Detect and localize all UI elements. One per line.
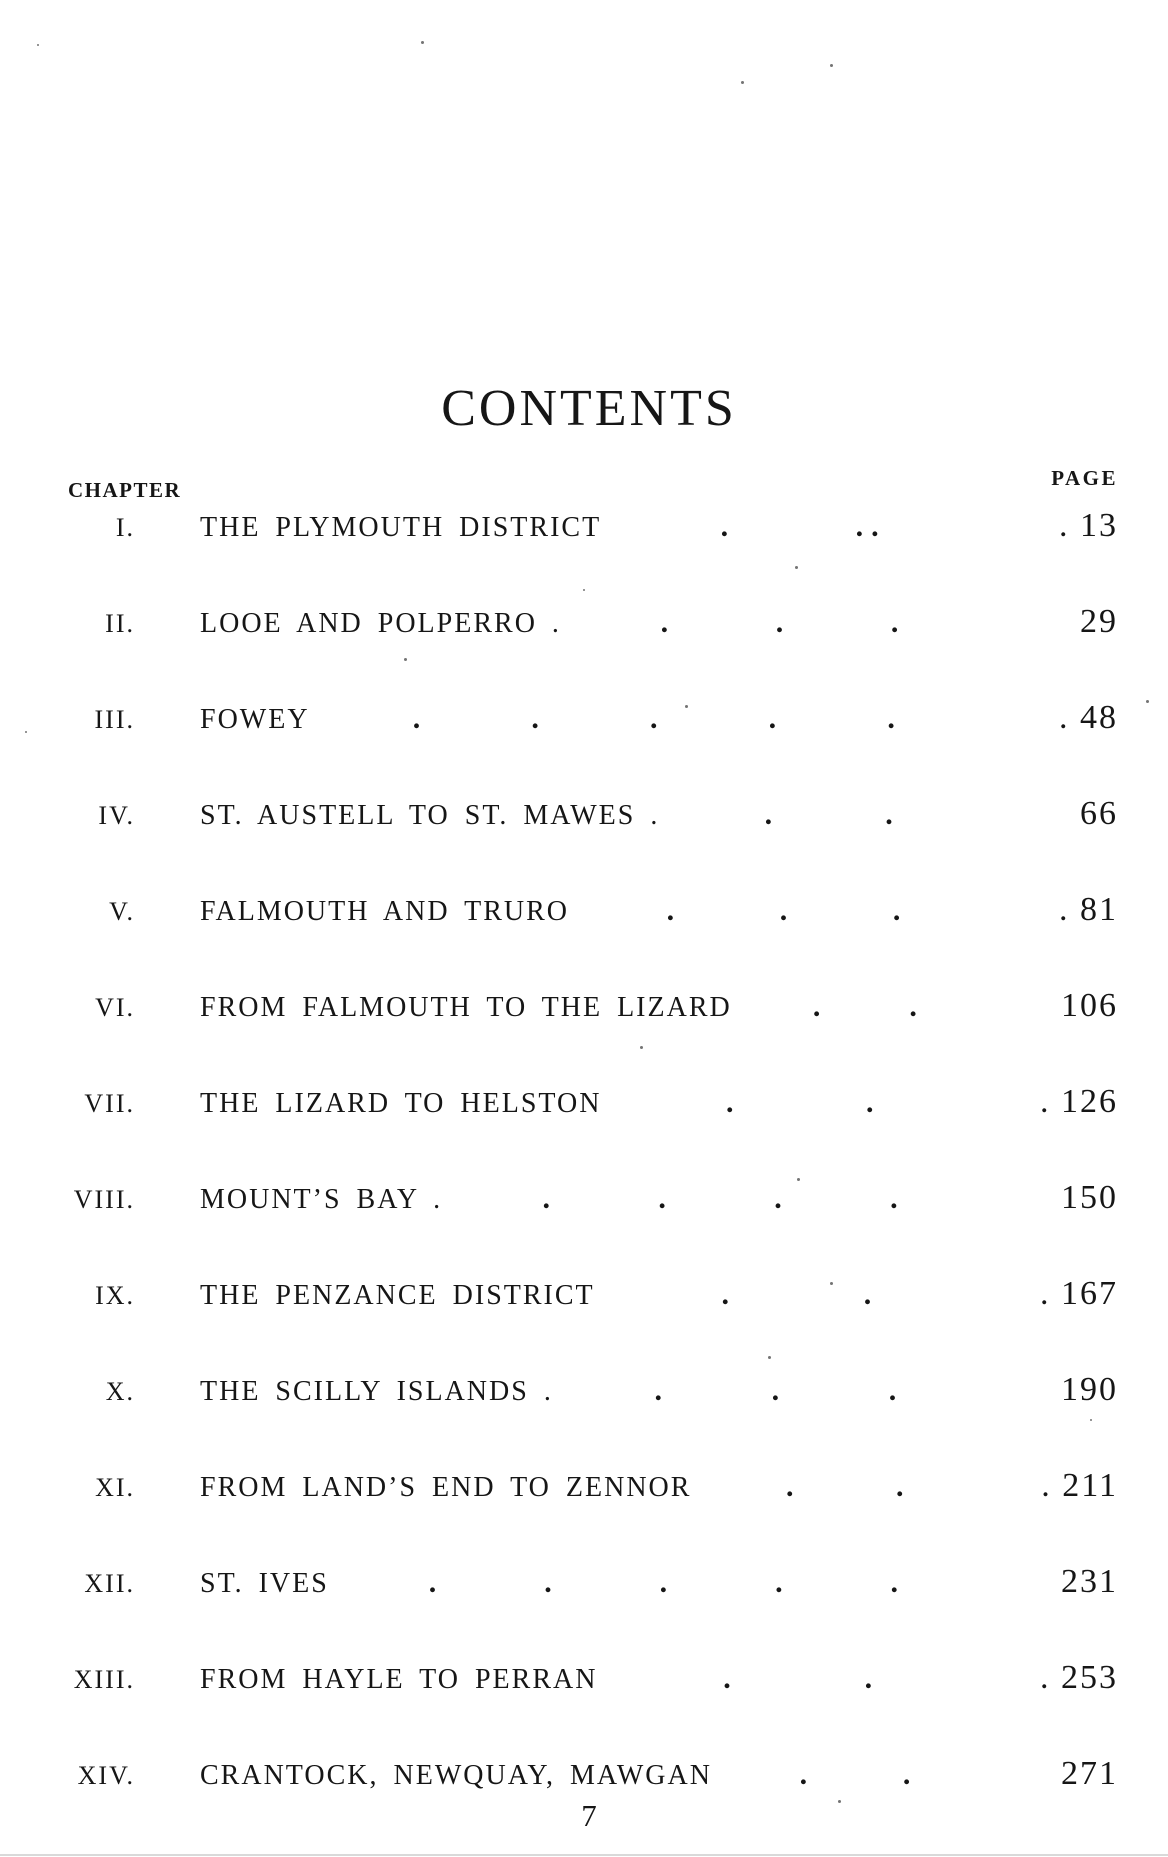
- scan-speck: [768, 1356, 771, 1359]
- toc-dot-leader: [732, 992, 1006, 1022]
- toc-chapter-numeral: VIII.: [73, 1185, 135, 1214]
- toc-chapter-numeral: VI.: [95, 993, 135, 1022]
- toc-dot-leader: [601, 1088, 1006, 1118]
- toc-chapter-numeral: I.: [115, 513, 135, 542]
- toc-row: [60, 1469, 1118, 1503]
- toc-chapter-title: FROM LAND’S END TO ZENNOR: [200, 1472, 692, 1503]
- toc-chapter-title: FALMOUTH AND TRURO: [200, 896, 569, 927]
- toc-chapter-numeral: V.: [109, 897, 135, 926]
- leader-dot: .: [890, 608, 907, 638]
- leader-dot: .: [909, 992, 925, 1022]
- leader-dot: .: [890, 1184, 906, 1214]
- toc-row: [60, 797, 1118, 831]
- toc-page-number: 150: [1061, 1179, 1118, 1216]
- scan-speck: [795, 566, 798, 569]
- leader-dot: .: [768, 704, 785, 734]
- scan-speck: [1090, 1419, 1092, 1421]
- scan-speck: [25, 731, 27, 733]
- toc-dot-leader: [659, 800, 1006, 830]
- toc-row: [60, 1565, 1118, 1599]
- leader-dot: .: [721, 1280, 737, 1310]
- toc-dot-leader: [442, 1184, 1006, 1214]
- toc-chapter-title: THE PLYMOUTH DISTRICT: [200, 512, 602, 543]
- toc-page-number: 29: [1080, 603, 1118, 640]
- toc-list: [60, 509, 1118, 1853]
- leader-dot: .: [428, 1568, 445, 1598]
- scan-speck: [421, 41, 424, 44]
- leader-dot: .: [666, 896, 683, 926]
- leader-dot: .: [660, 608, 677, 638]
- scan-speck: [583, 589, 585, 591]
- toc-chapter-numeral: XII.: [84, 1569, 135, 1598]
- leader-dot: .: [895, 1472, 912, 1502]
- toc-row: [60, 989, 1118, 1023]
- page-title: CONTENTS: [441, 380, 737, 437]
- leader-dot: .: [723, 1664, 739, 1694]
- toc-row: [60, 1277, 1118, 1311]
- scan-speck: [830, 64, 833, 67]
- leader-dot: .: [775, 1568, 791, 1598]
- toc-page-number: . 48: [1059, 699, 1118, 736]
- toc-page-number: 231: [1061, 1563, 1118, 1600]
- leader-dot: .: [542, 1184, 558, 1214]
- leader-dot: .: [799, 1760, 816, 1790]
- toc-chapter-title: FOWEY: [200, 704, 310, 735]
- toc-chapter-numeral: III.: [94, 705, 135, 734]
- leader-dot: .: [887, 704, 903, 734]
- toc-chapter-numeral: II.: [105, 609, 135, 638]
- toc-chapter-numeral: IX.: [95, 1281, 135, 1310]
- toc-row: [60, 1757, 1118, 1791]
- toc-chapter-title: THE LIZARD TO HELSTON: [200, 1088, 602, 1119]
- scan-speck: [830, 1282, 833, 1285]
- leader-dot: .: [864, 1664, 881, 1694]
- leader-dot: ..: [855, 512, 887, 542]
- toc-page-number: 271: [1061, 1755, 1118, 1792]
- toc-chapter-title: ST. AUSTELL TO ST. MAWES .: [200, 800, 660, 831]
- toc-dot-leader: [712, 1760, 1006, 1790]
- toc-page-number: . 211: [1041, 1467, 1118, 1504]
- toc-page-number: . 253: [1040, 1659, 1118, 1696]
- toc-chapter-title: FROM HAYLE TO PERRAN: [200, 1664, 598, 1695]
- toc-dot-leader: [561, 608, 1006, 638]
- toc-chapter-title: MOUNT’S BAY .: [200, 1184, 443, 1215]
- toc-row: [60, 605, 1118, 639]
- contents-page-body: [60, 0, 1118, 1857]
- toc-chapter-numeral: VII.: [84, 1089, 135, 1118]
- toc-page-number: . 13: [1059, 507, 1118, 544]
- leader-dot: .: [774, 1184, 790, 1214]
- toc-page-number: 66: [1080, 795, 1118, 832]
- toc-chapter-numeral: XI.: [95, 1473, 135, 1502]
- toc-chapter-numeral: XIV.: [77, 1761, 135, 1790]
- chapter-column-label: CHAPTER: [68, 478, 182, 502]
- toc-chapter-title: CRANTOCK, NEWQUAY, MAWGAN: [200, 1760, 712, 1791]
- toc-dot-leader: [691, 1472, 1006, 1502]
- leader-dot: .: [863, 1280, 880, 1310]
- leader-dot: .: [902, 1760, 919, 1790]
- toc-chapter-title: THE PENZANCE DISTRICT: [200, 1280, 595, 1311]
- toc-page-number: 190: [1061, 1371, 1118, 1408]
- toc-chapter-title: LOOE AND POLPERRO .: [200, 608, 561, 639]
- toc-row: [60, 701, 1118, 735]
- toc-page-number: 106: [1061, 987, 1118, 1024]
- toc-chapter-numeral: IV.: [98, 801, 135, 830]
- toc-row: [60, 893, 1118, 927]
- scan-speck: [838, 1800, 841, 1803]
- scan-page-edge: [0, 1854, 1168, 1856]
- scan-speck: [1146, 700, 1149, 703]
- leader-dot: .: [544, 1568, 560, 1598]
- leader-dot: .: [865, 1088, 882, 1118]
- scan-speck: [640, 1046, 643, 1049]
- toc-chapter-title: THE SCILLY ISLANDS .: [200, 1376, 553, 1407]
- scan-speck: [404, 658, 407, 661]
- toc-row: [60, 1181, 1118, 1215]
- leader-dot: .: [771, 1376, 788, 1406]
- scan-speck: [685, 705, 688, 708]
- leader-dot: .: [412, 704, 429, 734]
- leader-dot: .: [654, 1376, 670, 1406]
- leader-dot: .: [650, 704, 666, 734]
- toc-chapter-title: ST. IVES: [200, 1568, 329, 1599]
- leader-dot: .: [785, 1472, 802, 1502]
- leader-dot: .: [779, 896, 796, 926]
- leader-dot: .: [764, 800, 781, 830]
- scan-speck: [797, 1178, 800, 1181]
- toc-row: [60, 509, 1118, 543]
- scan-speck: [37, 44, 39, 46]
- leader-dot: .: [659, 1568, 676, 1598]
- footer-page-number: 7: [581, 1798, 597, 1833]
- toc-dot-leader: [329, 1568, 1006, 1598]
- leader-dot: .: [890, 1568, 907, 1598]
- toc-row: [60, 1373, 1118, 1407]
- toc-row: [60, 1085, 1118, 1119]
- toc-page-number: . 81: [1059, 891, 1118, 928]
- leader-dot: .: [658, 1184, 674, 1214]
- leader-dot: .: [775, 608, 792, 638]
- toc-page-number: . 167: [1040, 1275, 1118, 1312]
- page-column-label: PAGE: [1051, 466, 1118, 490]
- toc-chapter-numeral: X.: [105, 1377, 135, 1406]
- leader-dot: .: [892, 896, 909, 926]
- leader-dot: .: [531, 704, 547, 734]
- leader-dot: .: [888, 1376, 905, 1406]
- leader-dot: .: [720, 512, 737, 542]
- toc-row: [60, 1661, 1118, 1695]
- toc-chapter-title: FROM FALMOUTH TO THE LIZARD: [200, 992, 732, 1023]
- scan-speck: [741, 81, 744, 84]
- toc-dot-leader: [310, 704, 1006, 734]
- toc-dot-leader: [597, 1664, 1006, 1694]
- toc-chapter-numeral: XIII.: [73, 1665, 135, 1694]
- toc-page-number: . 126: [1040, 1083, 1118, 1120]
- leader-dot: .: [725, 1088, 742, 1118]
- toc-dot-leader: [569, 896, 1006, 926]
- toc-dot-leader: [595, 1280, 1006, 1310]
- toc-dot-leader: [601, 512, 1006, 542]
- toc-dot-leader: [553, 1376, 1006, 1406]
- leader-dot: .: [812, 992, 829, 1022]
- leader-dot: .: [885, 800, 901, 830]
